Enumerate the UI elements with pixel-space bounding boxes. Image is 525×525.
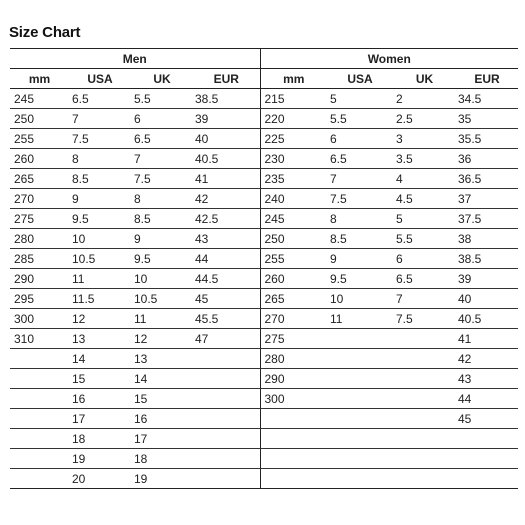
cell-women-eur: 36: [456, 149, 518, 169]
cell-men-uk: 18: [131, 449, 193, 469]
table-row: [10, 89, 518, 109]
cell-men-mm: 280: [10, 229, 69, 249]
cell-women-usa: [327, 329, 393, 349]
cell-women-eur: 39: [456, 269, 518, 289]
cell-women-uk: [393, 469, 456, 489]
cell-women-mm: [260, 469, 327, 489]
cell-women-eur: 40.5: [456, 309, 518, 329]
cell-men-uk: 13: [131, 349, 193, 369]
cell-men-eur: [193, 469, 260, 489]
cell-women-eur: 42: [456, 349, 518, 369]
cell-women-uk: 5: [393, 209, 456, 229]
cell-men-eur: [193, 349, 260, 369]
cell-men-eur: 45.5: [193, 309, 260, 329]
cell-women-mm: 265: [260, 289, 327, 309]
cell-women-usa: 10: [327, 289, 393, 309]
cell-women-eur: [456, 429, 518, 449]
cell-men-usa: 15: [69, 369, 131, 389]
cell-women-uk: 4.5: [393, 189, 456, 209]
cell-women-usa: 7: [327, 169, 393, 189]
cell-men-usa: 8.5: [69, 169, 131, 189]
cell-men-mm: 260: [10, 149, 69, 169]
cell-men-mm: 255: [10, 129, 69, 149]
cell-women-usa: 6.5: [327, 149, 393, 169]
cell-men-uk: 10.5: [131, 289, 193, 309]
cell-women-uk: 6.5: [393, 269, 456, 289]
cell-women-eur: [456, 469, 518, 489]
cell-men-uk: 9: [131, 229, 193, 249]
cell-women-mm: [260, 429, 327, 449]
cell-men-mm: [10, 389, 69, 409]
cell-women-mm: 270: [260, 309, 327, 329]
cell-men-usa: 9: [69, 189, 131, 209]
cell-women-uk: [393, 329, 456, 349]
cell-women-eur: 45: [456, 409, 518, 429]
table-row: [10, 269, 518, 289]
table-row: [10, 369, 518, 389]
table-row: [10, 109, 518, 129]
column-header-row: [10, 69, 518, 89]
cell-men-eur: [193, 429, 260, 449]
cell-men-mm: [10, 409, 69, 429]
cell-men-eur: [193, 449, 260, 469]
cell-men-usa: 10.5: [69, 249, 131, 269]
cell-men-uk: 6: [131, 109, 193, 129]
cell-men-usa: 10: [69, 229, 131, 249]
cell-men-usa: 18: [69, 429, 131, 449]
column-header-women-usa: USA: [327, 69, 393, 89]
cell-women-mm: [260, 409, 327, 429]
cell-women-eur: 37.5: [456, 209, 518, 229]
cell-women-eur: 35: [456, 109, 518, 129]
cell-men-usa: 9.5: [69, 209, 131, 229]
table-row: [10, 149, 518, 169]
cell-women-usa: [327, 389, 393, 409]
cell-women-eur: 37: [456, 189, 518, 209]
cell-men-mm: 270: [10, 189, 69, 209]
cell-men-eur: [193, 389, 260, 409]
cell-men-uk: 5.5: [131, 89, 193, 109]
cell-men-eur: 39: [193, 109, 260, 129]
cell-men-uk: 19: [131, 469, 193, 489]
cell-men-usa: 20: [69, 469, 131, 489]
cell-men-mm: 275: [10, 209, 69, 229]
cell-men-usa: 7: [69, 109, 131, 129]
cell-women-usa: 8.5: [327, 229, 393, 249]
cell-women-eur: [456, 449, 518, 469]
cell-women-eur: 38: [456, 229, 518, 249]
cell-men-mm: 300: [10, 309, 69, 329]
cell-women-mm: 220: [260, 109, 327, 129]
cell-women-mm: 235: [260, 169, 327, 189]
cell-women-usa: 11: [327, 309, 393, 329]
cell-women-usa: 8: [327, 209, 393, 229]
column-header-women-uk: UK: [393, 69, 456, 89]
cell-men-mm: 290: [10, 269, 69, 289]
cell-men-eur: 44: [193, 249, 260, 269]
cell-men-mm: 310: [10, 329, 69, 349]
column-header-men-usa: USA: [69, 69, 131, 89]
table-row: [10, 349, 518, 369]
cell-women-mm: 245: [260, 209, 327, 229]
cell-men-mm: [10, 469, 69, 489]
table-row: [10, 249, 518, 269]
table-row: [10, 289, 518, 309]
page-title: Size Chart: [9, 24, 81, 41]
cell-women-mm: [260, 449, 327, 469]
cell-men-usa: 11: [69, 269, 131, 289]
cell-men-usa: 11.5: [69, 289, 131, 309]
table-row: [10, 449, 518, 469]
table-row: [10, 169, 518, 189]
cell-men-eur: 41: [193, 169, 260, 189]
group-header-women: Women: [260, 49, 518, 69]
table-row: [10, 329, 518, 349]
cell-women-mm: 275: [260, 329, 327, 349]
cell-women-eur: 35.5: [456, 129, 518, 149]
size-chart-body: [10, 89, 518, 489]
cell-men-eur: 43: [193, 229, 260, 249]
cell-men-mm: 245: [10, 89, 69, 109]
cell-men-usa: 7.5: [69, 129, 131, 149]
cell-men-usa: 13: [69, 329, 131, 349]
cell-women-uk: [393, 449, 456, 469]
cell-men-uk: 12: [131, 329, 193, 349]
table-row: [10, 229, 518, 249]
cell-men-uk: 14: [131, 369, 193, 389]
cell-men-uk: 6.5: [131, 129, 193, 149]
cell-men-usa: 19: [69, 449, 131, 469]
cell-women-mm: 215: [260, 89, 327, 109]
cell-men-mm: [10, 369, 69, 389]
table-row: [10, 469, 518, 489]
cell-men-mm: 295: [10, 289, 69, 309]
cell-men-mm: 250: [10, 109, 69, 129]
cell-men-uk: 17: [131, 429, 193, 449]
cell-women-mm: 255: [260, 249, 327, 269]
column-header-women-mm: mm: [260, 69, 327, 89]
cell-women-usa: 9.5: [327, 269, 393, 289]
cell-men-uk: 8: [131, 189, 193, 209]
column-header-men-eur: EUR: [193, 69, 260, 89]
cell-women-usa: 9: [327, 249, 393, 269]
cell-women-uk: 7.5: [393, 309, 456, 329]
cell-men-uk: 11: [131, 309, 193, 329]
column-header-men-mm: mm: [10, 69, 69, 89]
cell-men-eur: 45: [193, 289, 260, 309]
column-header-men-uk: UK: [131, 69, 193, 89]
cell-men-usa: 8: [69, 149, 131, 169]
cell-women-usa: [327, 349, 393, 369]
size-chart-table: [10, 48, 518, 489]
cell-women-uk: 5.5: [393, 229, 456, 249]
column-header-women-eur: EUR: [456, 69, 518, 89]
cell-women-eur: 34.5: [456, 89, 518, 109]
cell-women-mm: 250: [260, 229, 327, 249]
cell-women-uk: [393, 429, 456, 449]
cell-men-eur: 42: [193, 189, 260, 209]
cell-men-usa: 14: [69, 349, 131, 369]
cell-women-usa: 5.5: [327, 109, 393, 129]
cell-women-uk: 2: [393, 89, 456, 109]
cell-men-uk: 10: [131, 269, 193, 289]
cell-men-eur: [193, 409, 260, 429]
cell-men-uk: 8.5: [131, 209, 193, 229]
cell-men-eur: 38.5: [193, 89, 260, 109]
cell-men-mm: [10, 449, 69, 469]
cell-men-mm: 285: [10, 249, 69, 269]
cell-women-eur: 38.5: [456, 249, 518, 269]
cell-men-usa: 12: [69, 309, 131, 329]
table-row: [10, 309, 518, 329]
cell-men-mm: 265: [10, 169, 69, 189]
cell-women-mm: 280: [260, 349, 327, 369]
table-row: [10, 209, 518, 229]
cell-women-mm: 260: [260, 269, 327, 289]
cell-men-eur: 40: [193, 129, 260, 149]
cell-men-uk: 7.5: [131, 169, 193, 189]
cell-women-uk: 6: [393, 249, 456, 269]
table-row: [10, 129, 518, 149]
cell-women-usa: [327, 409, 393, 429]
cell-women-usa: [327, 449, 393, 469]
cell-men-eur: 44.5: [193, 269, 260, 289]
cell-women-mm: 290: [260, 369, 327, 389]
cell-men-mm: [10, 429, 69, 449]
cell-women-usa: 7.5: [327, 189, 393, 209]
cell-women-eur: 40: [456, 289, 518, 309]
cell-women-eur: 43: [456, 369, 518, 389]
cell-women-uk: 2.5: [393, 109, 456, 129]
cell-women-uk: [393, 389, 456, 409]
cell-women-usa: [327, 369, 393, 389]
table-row: [10, 409, 518, 429]
cell-men-uk: 16: [131, 409, 193, 429]
cell-men-eur: 42.5: [193, 209, 260, 229]
cell-men-uk: 15: [131, 389, 193, 409]
cell-women-usa: [327, 429, 393, 449]
cell-women-uk: [393, 349, 456, 369]
cell-men-uk: 7: [131, 149, 193, 169]
cell-women-usa: 6: [327, 129, 393, 149]
cell-women-usa: 5: [327, 89, 393, 109]
cell-men-uk: 9.5: [131, 249, 193, 269]
cell-women-uk: [393, 409, 456, 429]
cell-women-uk: [393, 369, 456, 389]
cell-men-usa: 16: [69, 389, 131, 409]
cell-women-mm: 300: [260, 389, 327, 409]
cell-men-eur: [193, 369, 260, 389]
cell-men-mm: [10, 349, 69, 369]
cell-men-usa: 6.5: [69, 89, 131, 109]
cell-women-uk: 4: [393, 169, 456, 189]
cell-women-mm: 240: [260, 189, 327, 209]
cell-women-uk: 7: [393, 289, 456, 309]
cell-women-eur: 36.5: [456, 169, 518, 189]
cell-women-uk: 3.5: [393, 149, 456, 169]
cell-men-eur: 40.5: [193, 149, 260, 169]
cell-men-usa: 17: [69, 409, 131, 429]
group-header-men: Men: [10, 49, 260, 69]
group-header-row: [10, 49, 518, 69]
cell-women-usa: [327, 469, 393, 489]
cell-women-uk: 3: [393, 129, 456, 149]
cell-men-eur: 47: [193, 329, 260, 349]
cell-women-mm: 230: [260, 149, 327, 169]
table-row: [10, 189, 518, 209]
cell-women-mm: 225: [260, 129, 327, 149]
table-row: [10, 429, 518, 449]
cell-women-eur: 41: [456, 329, 518, 349]
table-row: [10, 389, 518, 409]
cell-women-eur: 44: [456, 389, 518, 409]
